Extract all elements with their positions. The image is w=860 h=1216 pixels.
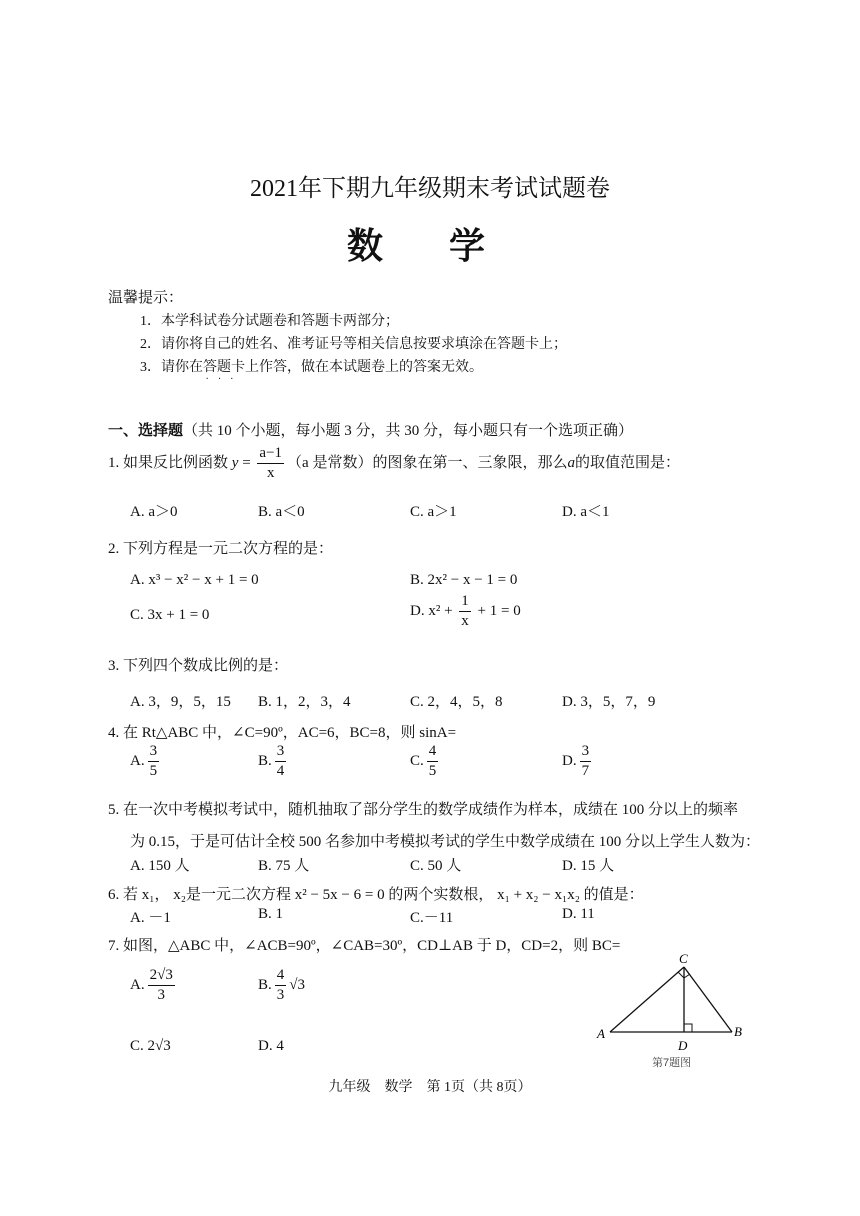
q2-d-numerator: 1: [459, 594, 471, 612]
emphasis-dots: ···: [205, 374, 243, 385]
q4-a-label: A.: [130, 752, 145, 769]
q1-option-c: C. a＞1: [410, 504, 457, 520]
right-angle-mark-d: [684, 1024, 692, 1032]
q4-option-d: [562, 744, 594, 779]
q7-a-label: A.: [130, 976, 145, 993]
emphasized-word: 答题卡: [203, 360, 245, 375]
q4-c-numerator: 4: [427, 744, 439, 762]
q6-option-c: C.－11: [410, 910, 454, 926]
q7-b-label: B.: [258, 976, 272, 993]
q4-d-label: D.: [562, 752, 577, 769]
q3-option-c: C. 2，4，5，8: [410, 694, 503, 710]
q2-d-fraction: [459, 594, 471, 629]
q4-a-denominator: 5: [149, 763, 158, 779]
question-3-stem: 3. 下列四个数成比例的是：: [108, 658, 289, 674]
question-6-stem: 6. 若 x₁， x₂是一元二次方程 x² − 5x − 6 = 0 的两个实数根， x₁ + x₂ − x₁x₂ 的值是：: [108, 887, 644, 903]
tip-item-3: [140, 356, 483, 385]
q2-option-d: [410, 594, 521, 629]
section-description: （共 10 个小题，每小题 3 分，共 30 分，每小题只有一个选项正确）: [183, 423, 634, 439]
figure-caption: 第7题图: [652, 1057, 692, 1069]
q5-option-c: C. 50 人: [410, 858, 462, 874]
q7-option-c: C. 2√3: [130, 1038, 171, 1054]
q4-b-numerator: 3: [275, 744, 287, 762]
q4-c-label: C.: [410, 752, 424, 769]
side-bc: [684, 967, 732, 1032]
q5-option-d: D. 15 人: [562, 858, 615, 874]
q7-a-numerator: 2√3: [148, 968, 175, 986]
q7-a-fraction: [148, 968, 175, 1003]
q4-b-denominator: 4: [276, 763, 285, 779]
q7-b-suffix: √3: [289, 976, 305, 993]
q1-option-a: A. a＞0: [130, 504, 178, 520]
question-1-stem: [108, 446, 680, 481]
q3-option-b: B. 1，2，3，4: [258, 694, 351, 710]
q1-denominator: x: [266, 465, 275, 481]
q4-option-c: [410, 744, 441, 779]
label-b: B: [734, 1024, 742, 1039]
page-footer: 九年级 数学 第 1页（共 8页）: [328, 1080, 532, 1095]
tip-item-3-suffix: 上作答，做在本试题卷上的答案无效。: [245, 360, 483, 375]
label-a: A: [597, 1026, 605, 1041]
tip-item-3-prefix: 3．请你在: [140, 360, 203, 375]
question-7-stem: 7. 如图，△ABC 中，∠ACB=90º，∠CAB=30º，CD⊥AB 于 D，CD=2，则 BC=: [108, 938, 621, 954]
q1-suffix: 的取值范围是：: [574, 454, 680, 471]
q2-d-denominator: x: [461, 613, 469, 629]
label-d: D: [678, 1038, 688, 1053]
q2-option-a: A. x³ − x² − x + 1 = 0: [130, 572, 259, 588]
q4-option-a: [130, 744, 162, 779]
q4-a-numerator: 3: [148, 744, 160, 762]
q4-a-fraction: [148, 744, 160, 779]
q3-option-a: A. 3，9，5，15: [130, 694, 231, 710]
q7-triangle-figure: [592, 952, 762, 1074]
q4-b-fraction: [275, 744, 287, 779]
q6-option-b: B. 1: [258, 906, 284, 922]
label-c: C: [679, 952, 688, 966]
emphasized-text: [203, 360, 245, 385]
q6-option-d: D. 11: [562, 906, 595, 922]
q1-numerator: a−1: [257, 446, 284, 464]
q7-b-numerator: 4: [275, 968, 287, 986]
q2-d-suffix: + 1 = 0: [473, 602, 521, 619]
q4-option-b: [258, 744, 289, 779]
side-ac: [610, 967, 684, 1032]
q7-a-denominator: 3: [157, 987, 165, 1003]
q1-prefix: 1. 如果反比例函数: [108, 454, 229, 471]
q1-equals: =: [238, 454, 255, 471]
q4-b-label: B.: [258, 752, 272, 769]
q1-var-y: y: [231, 454, 239, 471]
q4-c-denominator: 5: [428, 763, 437, 779]
question-5-line-1: 5. 在一次中考模拟考试中，随机抽取了部分学生的数学成绩作为样本，成绩在 100 分以上的频率: [108, 802, 739, 818]
exam-title: 2021年下期九年级期末考试试题卷: [250, 176, 610, 202]
q5-option-a: A. 150 人: [130, 858, 190, 874]
tip-item-2: 2．请你将自己的姓名、准考证号等相关信息按要求填涂在答题卡上；: [140, 337, 567, 352]
q7-b-fraction: [275, 968, 287, 1003]
tip-item-1: 1．本学科试卷分试题卷和答题卡两部分；: [140, 314, 399, 329]
q3-option-d: D. 3，5，7，9: [562, 694, 656, 710]
question-2-stem: 2. 下列方程是一元二次方程的是：: [108, 541, 334, 557]
question-4-stem: 4. 在 Rt△ABC 中，∠C=90º，AC=6，BC=8，则 sinA=: [108, 725, 457, 741]
q1-var-a: a: [567, 454, 575, 471]
q1-middle: （a 是常数）的图象在第一、三象限，那么: [287, 454, 568, 471]
question-5-line-2: 为 0.15，于是可估计全校 500 名参加中考模拟考试的学生中数学成绩在 100 分以上学生人数为：: [130, 834, 761, 850]
q2-d-prefix: D. x² +: [410, 602, 457, 619]
tips-heading: 温馨提示：: [108, 289, 184, 306]
q7-option-b: [258, 968, 305, 1003]
q1-fraction: [257, 446, 284, 481]
subject-title: 数 学: [346, 225, 513, 266]
section-heading: [108, 419, 633, 440]
q4-d-numerator: 3: [580, 744, 592, 762]
q2-option-c: C. 3x + 1 = 0: [130, 607, 210, 623]
q4-d-fraction: [580, 744, 592, 779]
q7-b-denominator: 3: [276, 987, 285, 1003]
section-label: 一、选择题: [108, 422, 184, 439]
q6-option-a: A. －1: [130, 910, 171, 926]
q7-option-a: [130, 968, 178, 1003]
q5-option-b: B. 75 人: [258, 858, 310, 874]
q1-option-d: D. a＜1: [562, 504, 610, 520]
q7-option-d: D. 4: [258, 1038, 284, 1054]
q4-c-fraction: [427, 744, 439, 779]
q1-option-b: B. a＜0: [258, 504, 305, 520]
q2-option-b: B. 2x² − x − 1 = 0: [410, 572, 518, 588]
q4-d-denominator: 7: [581, 763, 590, 779]
